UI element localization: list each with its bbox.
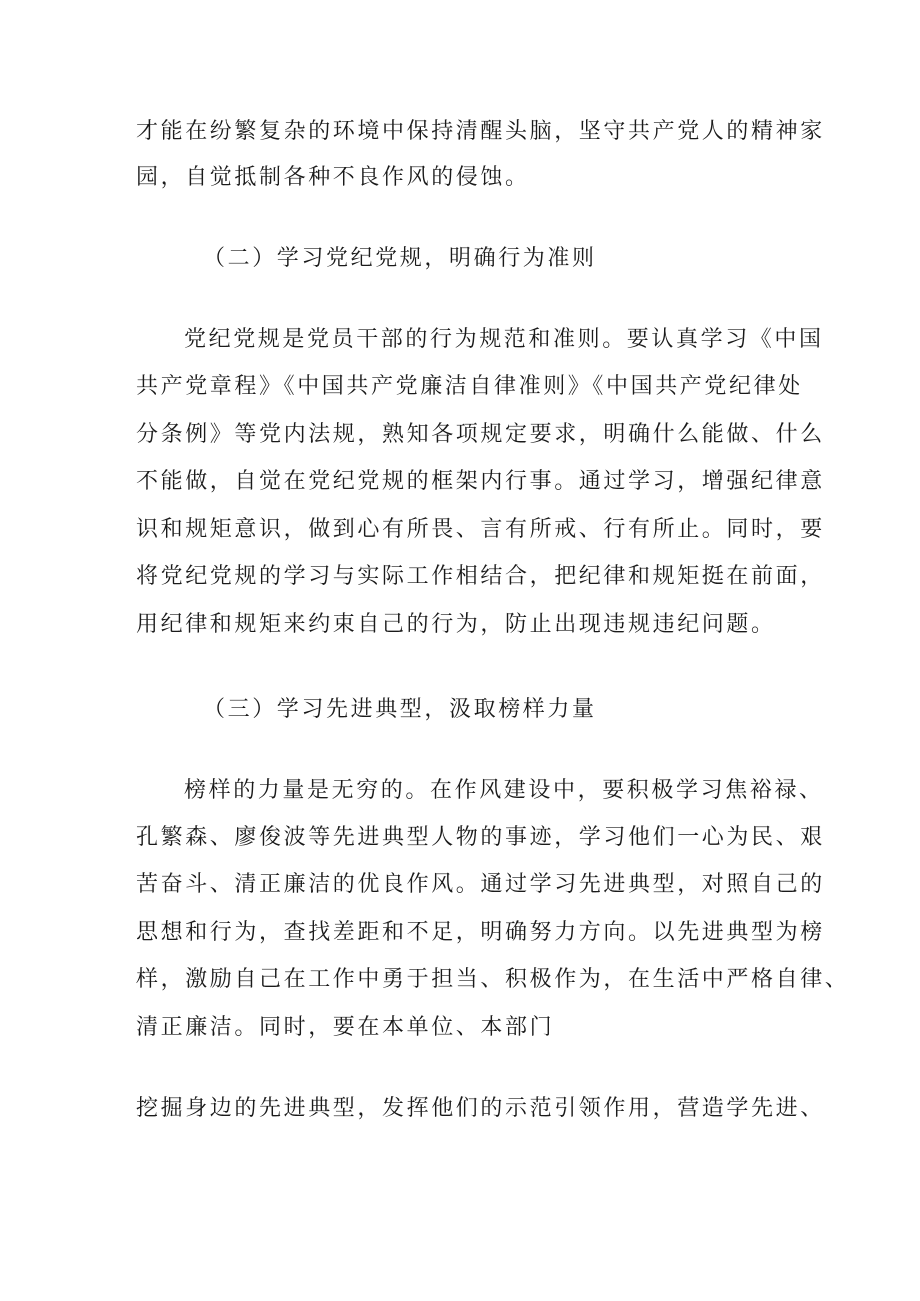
text-line: 用纪律和规矩来约束自己的行为，防止出现违规违纪问题。 [136, 612, 776, 637]
section-heading-3: （三）学习先进典型，汲取榜样力量 [203, 697, 597, 722]
text-line: 园，自觉抵制各种不良作风的侵蚀。 [136, 165, 530, 190]
text-line: 分条例》等党内法规，熟知各项规定要求，明确什么能做、什么 [136, 422, 825, 447]
text-line: 共产党章程》《中国共产党廉洁自律准则》《中国共产党纪律处 [136, 374, 803, 399]
text-line: 识和规矩意识，做到心有所畏、言有所戒、行有所止。同时，要 [136, 517, 825, 542]
text-line: 将党纪党规的学习与实际工作相结合，把纪律和规矩挺在前面， [136, 564, 825, 589]
text-line: 不能做，自觉在党纪党规的框架内行事。通过学习，增强纪律意 [136, 469, 825, 494]
text-line: 榜样的力量是无穷的。在作风建设中，要积极学习焦裕禄、 [184, 778, 824, 803]
text-line: 样，激励自己在工作中勇于担当、积极作为，在生活中严格自律、 [136, 967, 850, 992]
section-heading-2: （二）学习党纪党规，明确行为准则 [203, 246, 597, 271]
text-line: 思想和行为，查找差距和不足，明确努力方向。以先进典型为榜 [136, 920, 825, 945]
text-line: 挖掘身边的先进典型，发挥他们的示范引领作用，营造学先进、 [136, 1096, 825, 1121]
text-line: 孔繁森、廖俊波等先进典型人物的事迹，学习他们一心为民、艰 [136, 825, 825, 850]
text-line: 清正廉洁。同时，要在本单位、本部门 [136, 1015, 555, 1040]
text-line: 党纪党规是党员干部的行为规范和准则。要认真学习《中国 [184, 327, 824, 352]
text-line: 才能在纷繁复杂的环境中保持清醒头脑，坚守共产党人的精神家 [136, 119, 825, 144]
text-line: 苦奋斗、清正廉洁的优良作风。通过学习先进典型，对照自己的 [136, 872, 825, 897]
